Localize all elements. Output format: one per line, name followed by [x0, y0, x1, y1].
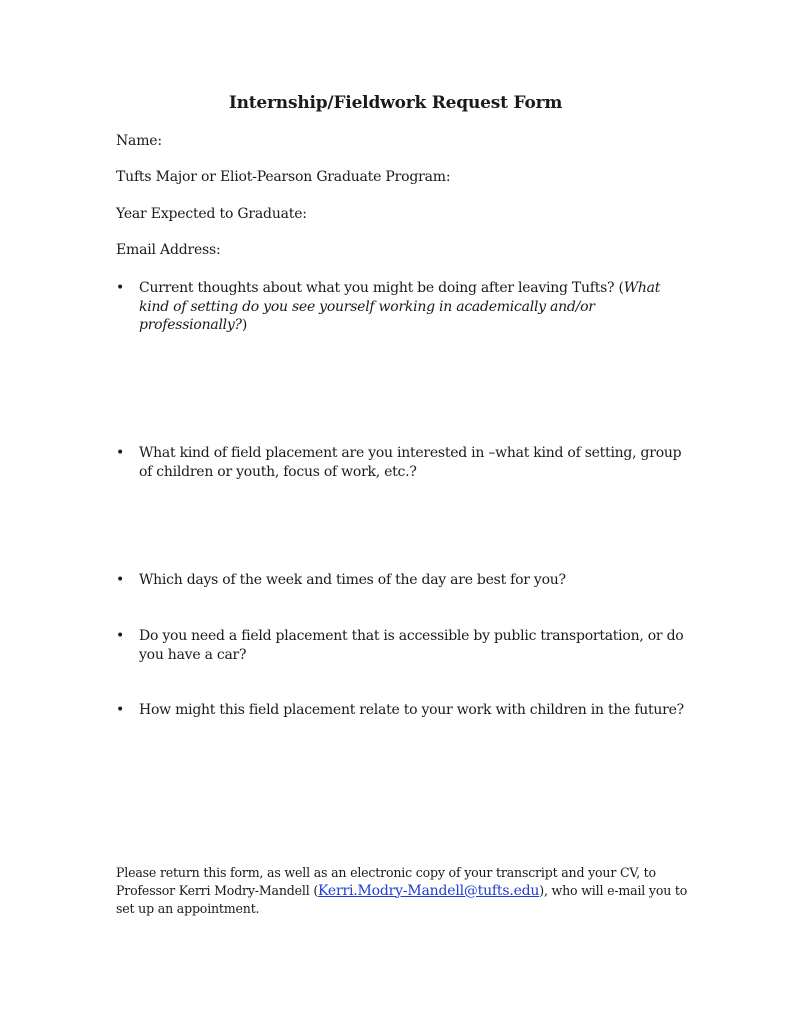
question-text-italic: What kind of setting do you see yourself working in academically and/or professionally? — [139, 280, 661, 333]
return-instructions-text-end: ), who will e-mail you to set up an appointment. — [116, 882, 688, 916]
email-field-label: Email Address: — [116, 242, 221, 258]
bullet-icon: • — [116, 628, 125, 644]
question-text: How might this field placement relate to your work with children in the future? — [139, 702, 684, 718]
question-future-plans — [116, 279, 686, 335]
bullet-icon: • — [116, 572, 125, 588]
graduation-year-field-label: Year Expected to Graduate: — [116, 206, 307, 222]
question-text-plain: Current thoughts about what you might be doing after leaving Tufts? ( — [139, 280, 624, 296]
major-field-label: Tufts Major or Eliot-Pearson Graduate Program: — [116, 169, 451, 185]
bullet-icon: • — [116, 280, 125, 296]
question-text: Do you need a field placement that is accessible by public transportation, or do you have a car? — [139, 628, 684, 663]
question-future-relation — [116, 701, 686, 720]
question-text: What kind of field placement are you interested in –what kind of setting, group of children or youth, focus of work, etc.? — [139, 445, 682, 480]
question-availability — [116, 571, 686, 590]
question-placement-interest — [116, 444, 686, 481]
form-title: Internship/Fieldwork Request Form — [228, 93, 563, 113]
bullet-icon: • — [116, 702, 125, 718]
return-instructions-text: Please return this form, as well as an electronic copy of your transcript and your CV, to Professor Kerri Modry-Mandell ( — [116, 865, 656, 898]
question-text: Which days of the week and times of the day are best for you? — [139, 572, 566, 588]
question-text-close: ) — [241, 317, 248, 333]
name-field-label: Name: — [116, 133, 162, 149]
contact-email-link[interactable]: Kerri.Modry-Mandell@tufts.edu — [318, 882, 540, 899]
bullet-icon: • — [116, 445, 125, 461]
question-transportation — [116, 627, 686, 664]
return-instructions — [116, 864, 696, 918]
question-text — [139, 279, 686, 335]
